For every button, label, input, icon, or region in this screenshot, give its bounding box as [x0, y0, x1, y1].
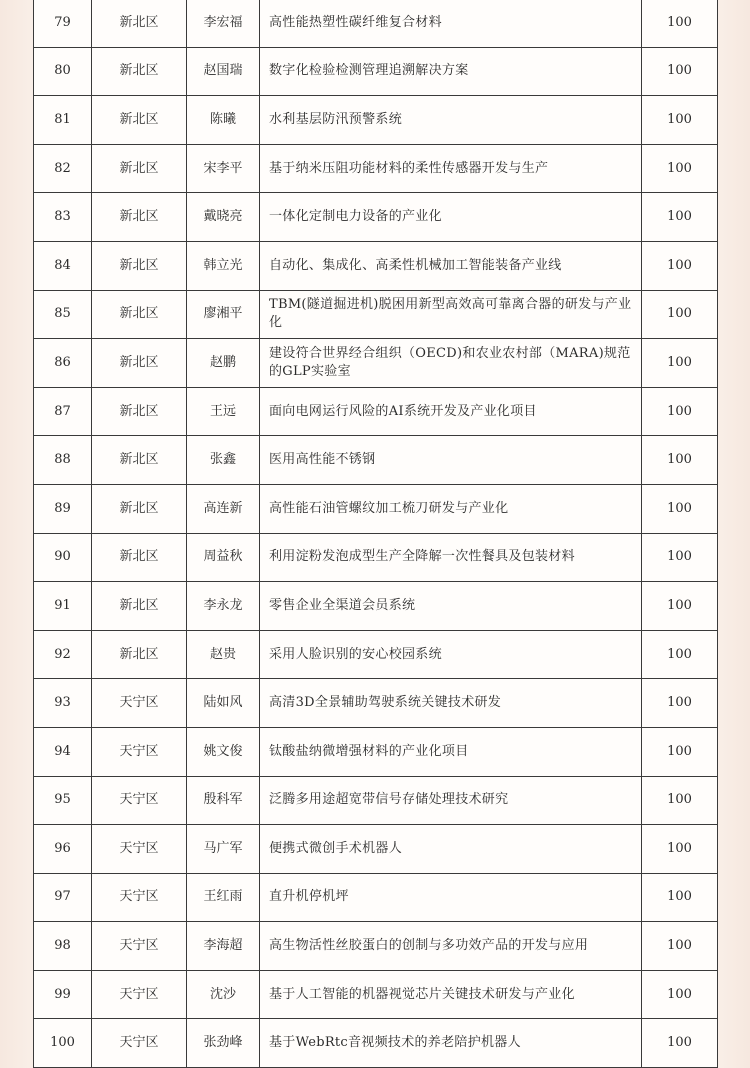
- table-row: [34, 290, 718, 339]
- row-number-cell: 82: [34, 144, 92, 193]
- score-cell: 100: [642, 727, 718, 776]
- row-number-cell: 80: [34, 47, 92, 96]
- person-name-cell: 李宏福: [187, 0, 260, 47]
- person-name-cell: 张鑫: [187, 436, 260, 485]
- project-name-cell: 水利基层防汛预警系统: [260, 96, 642, 145]
- row-number-cell: 86: [34, 339, 92, 388]
- district-cell: 新北区: [92, 241, 187, 290]
- score-cell: 100: [642, 970, 718, 1019]
- project-name-cell: 基于WebRtc音视频技术的养老陪护机器人: [260, 1019, 642, 1068]
- person-name-cell: 陈曦: [187, 96, 260, 145]
- score-cell: 100: [642, 96, 718, 145]
- score-cell: 100: [642, 484, 718, 533]
- district-cell: 天宁区: [92, 825, 187, 874]
- district-cell: 新北区: [92, 387, 187, 436]
- district-cell: 新北区: [92, 630, 187, 679]
- score-cell: 100: [642, 630, 718, 679]
- district-cell: 新北区: [92, 339, 187, 388]
- district-cell: 新北区: [92, 144, 187, 193]
- table-row: [34, 339, 718, 388]
- table-row: [34, 387, 718, 436]
- score-cell: 100: [642, 339, 718, 388]
- person-name-cell: 高连新: [187, 484, 260, 533]
- row-number-cell: 94: [34, 727, 92, 776]
- person-name-cell: 赵鹏: [187, 339, 260, 388]
- district-cell: 新北区: [92, 484, 187, 533]
- table-body: [34, 0, 718, 1068]
- district-cell: 天宁区: [92, 922, 187, 971]
- score-cell: 100: [642, 193, 718, 242]
- district-cell: 新北区: [92, 47, 187, 96]
- row-number-cell: 93: [34, 679, 92, 728]
- project-name-cell: 零售企业全渠道会员系统: [260, 582, 642, 631]
- score-cell: 100: [642, 873, 718, 922]
- table-row: [34, 533, 718, 582]
- row-number-cell: 99: [34, 970, 92, 1019]
- person-name-cell: 赵国瑞: [187, 47, 260, 96]
- table-row: [34, 776, 718, 825]
- table-row: [34, 241, 718, 290]
- person-name-cell: 马广军: [187, 825, 260, 874]
- row-number-cell: 87: [34, 387, 92, 436]
- person-name-cell: 王红雨: [187, 873, 260, 922]
- table-row: [34, 1019, 718, 1068]
- table-row: [34, 922, 718, 971]
- person-name-cell: 赵贵: [187, 630, 260, 679]
- row-number-cell: 81: [34, 96, 92, 145]
- district-cell: 天宁区: [92, 873, 187, 922]
- district-cell: 新北区: [92, 193, 187, 242]
- project-name-cell: 钛酸盐纳微增强材料的产业化项目: [260, 727, 642, 776]
- district-cell: 天宁区: [92, 727, 187, 776]
- row-number-cell: 90: [34, 533, 92, 582]
- project-name-cell: 数字化检验检测管理追溯解决方案: [260, 47, 642, 96]
- score-cell: 100: [642, 1019, 718, 1068]
- project-name-cell: 自动化、集成化、高柔性机械加工智能装备产业线: [260, 241, 642, 290]
- row-number-cell: 100: [34, 1019, 92, 1068]
- project-name-cell: 高清3D全景辅助驾驶系统关键技术研发: [260, 679, 642, 728]
- row-number-cell: 84: [34, 241, 92, 290]
- project-name-cell: 面向电网运行风险的AI系统开发及产业化项目: [260, 387, 642, 436]
- table-row: [34, 436, 718, 485]
- row-number-cell: 83: [34, 193, 92, 242]
- project-name-cell: 基于纳米压阻功能材料的柔性传感器开发与生产: [260, 144, 642, 193]
- person-name-cell: 沈沙: [187, 970, 260, 1019]
- row-number-cell: 88: [34, 436, 92, 485]
- row-number-cell: 85: [34, 290, 92, 339]
- district-cell: 新北区: [92, 0, 187, 47]
- person-name-cell: 殷科军: [187, 776, 260, 825]
- score-cell: 100: [642, 0, 718, 47]
- score-cell: 100: [642, 436, 718, 485]
- row-number-cell: 92: [34, 630, 92, 679]
- person-name-cell: 宋李平: [187, 144, 260, 193]
- row-number-cell: 96: [34, 825, 92, 874]
- person-name-cell: 韩立光: [187, 241, 260, 290]
- person-name-cell: 廖湘平: [187, 290, 260, 339]
- score-cell: 100: [642, 825, 718, 874]
- table-row: [34, 582, 718, 631]
- project-name-cell: 便携式微创手术机器人: [260, 825, 642, 874]
- score-cell: 100: [642, 290, 718, 339]
- table-row: [34, 970, 718, 1019]
- table-row: [34, 96, 718, 145]
- row-number-cell: 95: [34, 776, 92, 825]
- score-cell: 100: [642, 47, 718, 96]
- district-cell: 新北区: [92, 96, 187, 145]
- table-row: [34, 825, 718, 874]
- person-name-cell: 李海超: [187, 922, 260, 971]
- project-name-cell: 高性能热塑性碳纤维复合材料: [260, 0, 642, 47]
- table-row: [34, 47, 718, 96]
- district-cell: 天宁区: [92, 1019, 187, 1068]
- table-row: [34, 144, 718, 193]
- table-row: [34, 873, 718, 922]
- person-name-cell: 戴晓亮: [187, 193, 260, 242]
- score-cell: 100: [642, 679, 718, 728]
- project-name-cell: 泛腾多用途超宽带信号存储处理技术研究: [260, 776, 642, 825]
- project-name-cell: 高性能石油管螺纹加工梳刀研发与产业化: [260, 484, 642, 533]
- score-cell: 100: [642, 387, 718, 436]
- table-row: [34, 484, 718, 533]
- project-name-cell: 高生物活性丝胶蛋白的创制与多功效产品的开发与应用: [260, 922, 642, 971]
- district-cell: 新北区: [92, 436, 187, 485]
- score-cell: 100: [642, 776, 718, 825]
- project-name-cell: 基于人工智能的机器视觉芯片关键技术研发与产业化: [260, 970, 642, 1019]
- score-cell: 100: [642, 533, 718, 582]
- person-name-cell: 周益秋: [187, 533, 260, 582]
- row-number-cell: 91: [34, 582, 92, 631]
- project-name-cell: 利用淀粉发泡成型生产全降解一次性餐具及包装材料: [260, 533, 642, 582]
- project-name-cell: 一体化定制电力设备的产业化: [260, 193, 642, 242]
- row-number-cell: 79: [34, 0, 92, 47]
- table-row: [34, 193, 718, 242]
- score-cell: 100: [642, 144, 718, 193]
- person-name-cell: 张劲峰: [187, 1019, 260, 1068]
- person-name-cell: 姚文俊: [187, 727, 260, 776]
- score-cell: 100: [642, 241, 718, 290]
- district-cell: 新北区: [92, 533, 187, 582]
- score-cell: 100: [642, 922, 718, 971]
- district-cell: 新北区: [92, 290, 187, 339]
- person-name-cell: 王远: [187, 387, 260, 436]
- district-cell: 天宁区: [92, 970, 187, 1019]
- district-cell: 天宁区: [92, 776, 187, 825]
- table-row: [34, 679, 718, 728]
- project-name-cell: 建设符合世界经合组织（OECD)和农业农村部（MARA)规范的GLP实验室: [260, 339, 642, 388]
- row-number-cell: 89: [34, 484, 92, 533]
- project-name-cell: 医用高性能不锈钢: [260, 436, 642, 485]
- score-cell: 100: [642, 582, 718, 631]
- award-list-table: [33, 0, 718, 1068]
- table-row: [34, 630, 718, 679]
- row-number-cell: 97: [34, 873, 92, 922]
- project-name-cell: 直升机停机坪: [260, 873, 642, 922]
- district-cell: 新北区: [92, 582, 187, 631]
- project-name-cell: TBM(隧道掘进机)脱困用新型高效高可靠离合器的研发与产业化: [260, 290, 642, 339]
- district-cell: 天宁区: [92, 679, 187, 728]
- person-name-cell: 陆如风: [187, 679, 260, 728]
- row-number-cell: 98: [34, 922, 92, 971]
- project-name-cell: 采用人脸识别的安心校园系统: [260, 630, 642, 679]
- table-row: [34, 727, 718, 776]
- person-name-cell: 李永龙: [187, 582, 260, 631]
- table-row: [34, 0, 718, 47]
